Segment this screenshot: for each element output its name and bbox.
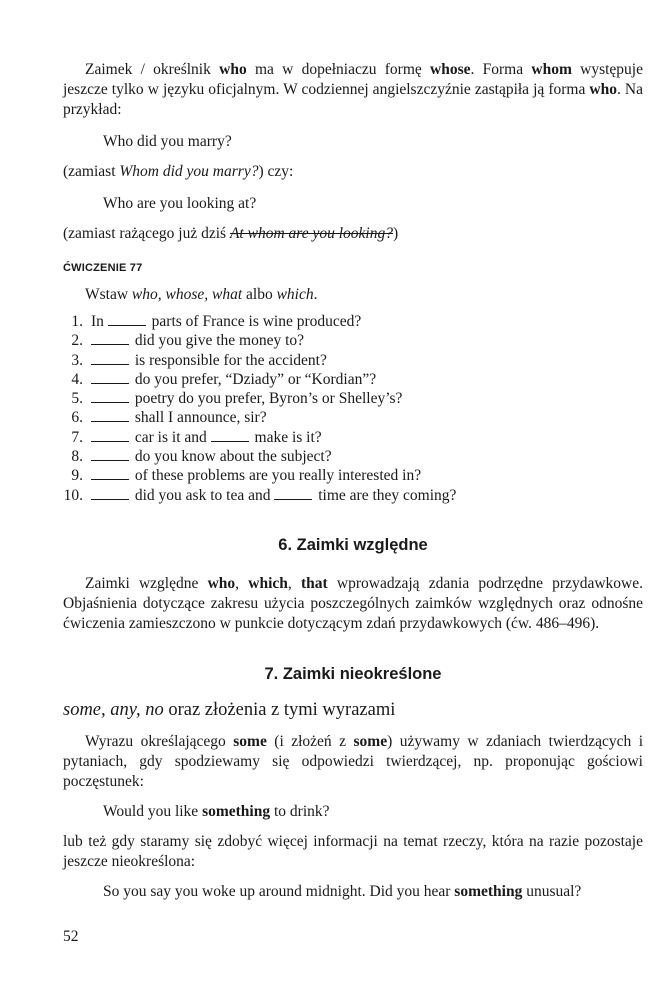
example-sentence: Who did you marry? — [103, 133, 232, 150]
section-paragraph: Wyrazu określającego some (i złożeń z some) używamy w zdaniach twierdzących i pytaniach, gdy spodziewamy się odpowiedzi twierdzącej, np. proponując gościowi poczęstunek: — [63, 732, 644, 790]
list-item: 5. poetry do you prefer, Byron’s or Shelley’s? — [71, 390, 403, 408]
list-item: 7. car is it and make is it? — [71, 428, 322, 446]
blank-field[interactable] — [91, 371, 129, 384]
example-sentence: So you say you woke up around midnight. Did you hear something unusual? — [103, 882, 582, 900]
blank-field[interactable] — [91, 467, 129, 480]
page-content — [63, 60, 643, 902]
exercise-instruction: Wstaw who, whose, what albo which. — [85, 286, 318, 303]
list-item: 4. do you prefer, “Dziady” or “Kordian”? — [71, 370, 377, 388]
list-item: 2. did you give the money to? — [71, 332, 305, 350]
example-sentence: Would you like something to drink? — [103, 802, 330, 820]
intro-paragraph: Zaimek / określnik who ma w dopełniaczu formę whose. Forma whom występuje jeszcze tylko w języku oficjalnym. W codziennej angielszczyźnie zastąpiła ją forma who. Na przykład: — [63, 61, 643, 118]
exercise-list — [63, 312, 643, 505]
section-title: 6. Zaimki względne — [278, 535, 428, 554]
blank-field[interactable] — [91, 390, 129, 403]
list-item: 9. of these problems are you really interested in? — [71, 467, 422, 485]
list-item: 1. In parts of France is wine produced? — [71, 313, 362, 330]
blank-field[interactable] — [108, 313, 146, 326]
intro-line: (zamiast rażącego już dziś At whom are you looking?) — [63, 225, 399, 242]
blank-field[interactable] — [91, 448, 129, 461]
page-number: 52 — [63, 928, 79, 945]
section-title: 7. Zaimki nieokreślone — [264, 664, 442, 683]
blank-field[interactable] — [91, 487, 129, 500]
section-paragraph: lub też gdy staramy się zdobyć więcej informacji na temat rzeczy, która na razie pozostaje jeszcze nieokreślona: — [63, 832, 643, 870]
blank-field[interactable] — [91, 352, 129, 365]
exercise-title: ĆWICZENIE 77 — [63, 262, 143, 274]
blank-field[interactable] — [211, 429, 249, 442]
intro-line: (zamiast Whom did you marry?) czy: — [63, 163, 294, 180]
section-paragraph: Zaimki względne who, which, that wprowadzają zdania podrzędne przydawkowe. Objaśnienia dotyczące zakresu użycia poszczególnych zaimków względnych oraz odnośne ćwiczenia zamieszczono w punkcie dotyczącym zdań przydawkowych (ćw. 486–496). — [63, 574, 643, 632]
list-item: 3. is responsible for the accident? — [71, 351, 327, 369]
list-item: 10. did you ask to tea and time are they coming? — [63, 486, 457, 504]
blank-field[interactable] — [91, 429, 129, 442]
blank-field[interactable] — [274, 487, 312, 500]
subsection-title: some, any, no oraz złożenia z tymi wyrazami — [63, 699, 396, 720]
blank-field[interactable] — [91, 409, 129, 422]
list-item: 8. do you know about the subject? — [71, 448, 332, 466]
blank-field[interactable] — [91, 332, 129, 345]
example-sentence: Who are you looking at? — [103, 195, 257, 212]
list-item: 6. shall I announce, sir? — [71, 409, 267, 427]
